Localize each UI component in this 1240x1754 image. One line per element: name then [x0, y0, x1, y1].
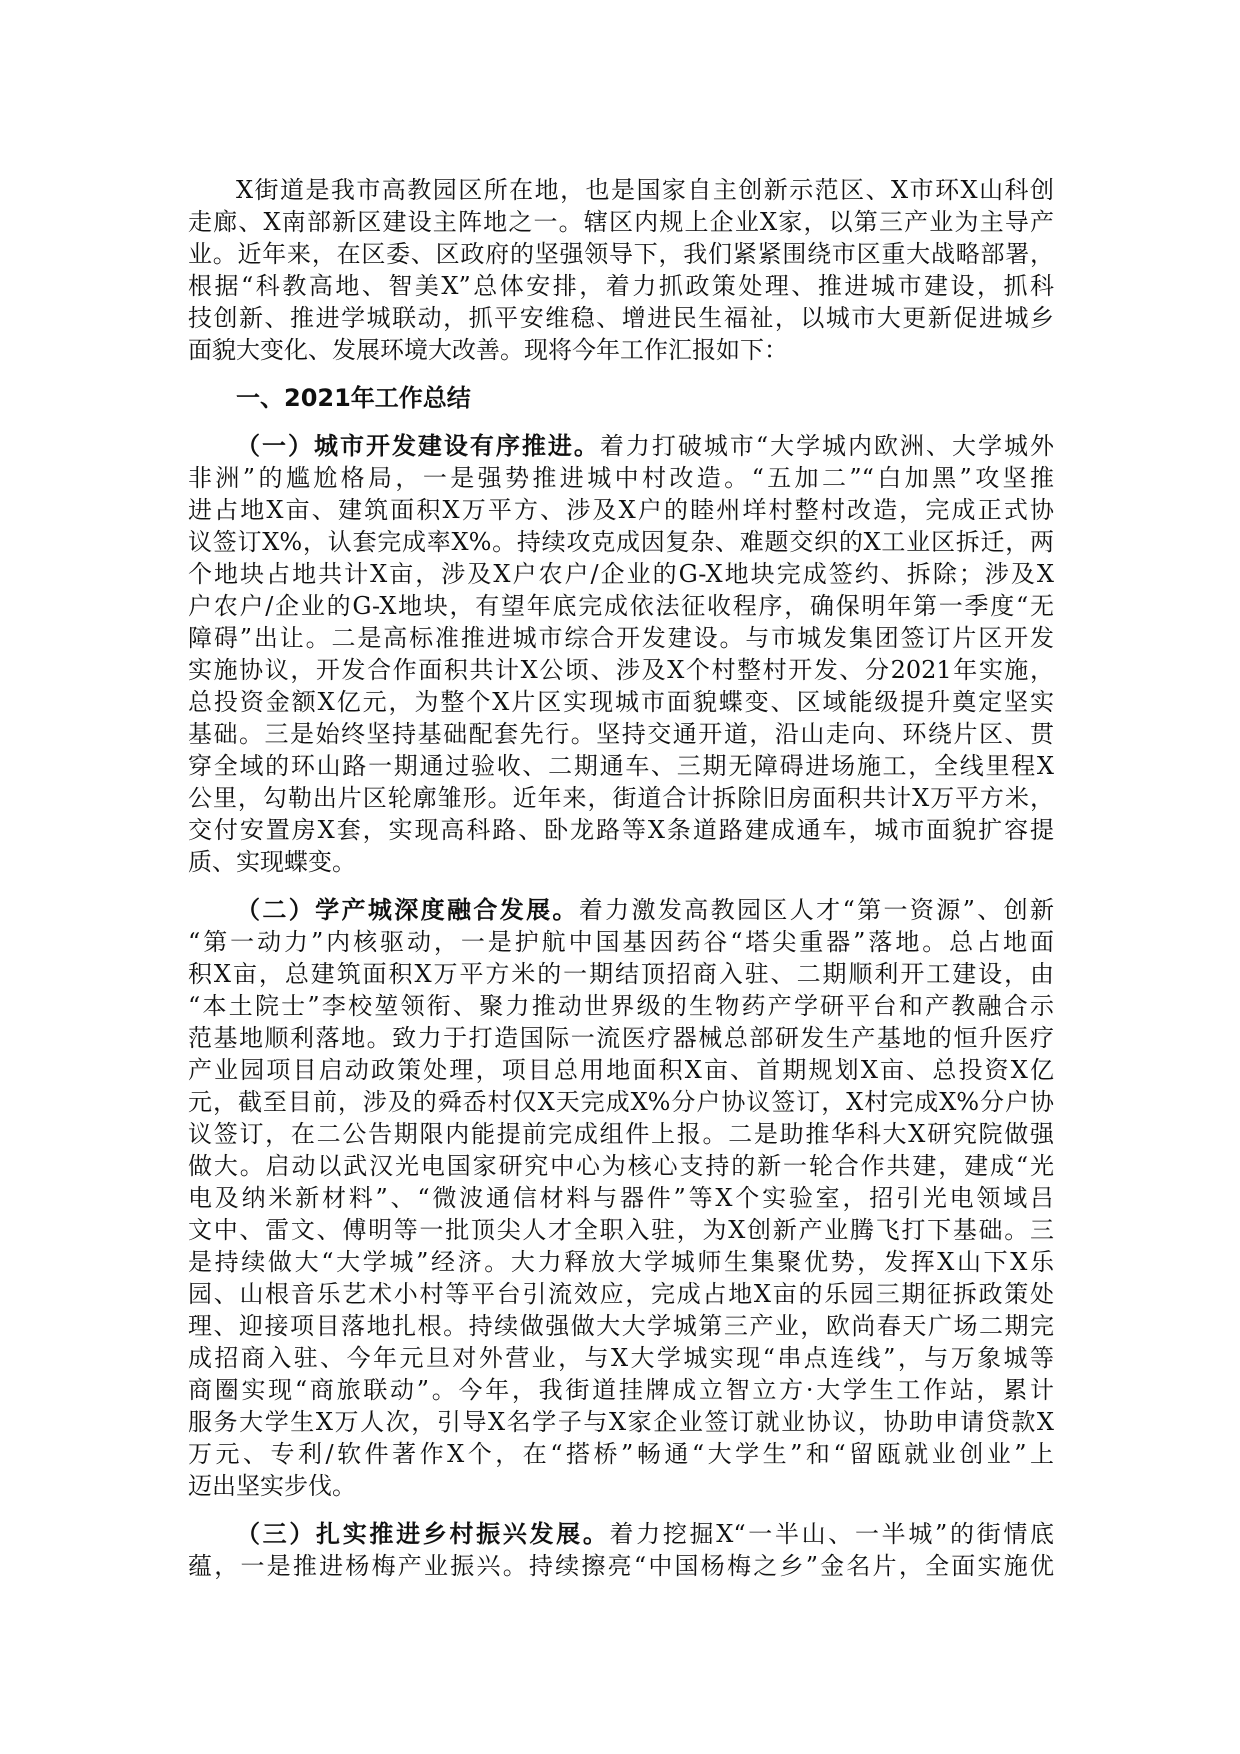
- section-title: （三）扎实推进乡村振兴发展。: [236, 1520, 610, 1548]
- text-line: 做大。启动以武汉光电国家研究中心为核心支持的新一轮合作共建，建成“光: [188, 1152, 1054, 1180]
- text-line: 议签订X%，认套完成率X%。持续攻克成因复杂、难题交织的X工业区拆迁，两: [188, 528, 1054, 556]
- text-line: 万元、专利/软件著作X个，在“搭桥”畅通“大学生”和“留瓯就业创业”上: [188, 1440, 1054, 1468]
- text-line: 蕴，一是推进杨梅产业振兴。持续擦亮“中国杨梅之乡”金名片，全面实施优: [188, 1552, 1054, 1580]
- text-line: 服务大学生X万人次，引导X名学子与X家企业签订就业协议，协助申请贷款X: [188, 1408, 1054, 1436]
- text-line: 商圈实现“商旅联动”。今年，我街道挂牌成立智立方·大学生工作站，累计: [188, 1376, 1054, 1404]
- text-line: 业。近年来，在区委、区政府的坚强领导下，我们紧紧围绕市区重大战略部署，: [188, 240, 1054, 268]
- text-line: 产业园项目启动政策处理，项目总用地面积X亩、首期规划X亩、总投资X亿: [188, 1056, 1054, 1084]
- text-line: 成招商入驻、今年元旦对外营业，与X大学城实现“串点连线”，与万象城等: [188, 1344, 1054, 1372]
- text-line: 走廊、X南部新区建设主阵地之一。辖区内规上企业X家，以第三产业为主导产: [188, 208, 1054, 236]
- text-line: 障碍”出让。二是高标准推进城市综合开发建设。与市城发集团签订片区开发: [188, 624, 1054, 652]
- text-line: “本土院士”李校堃领衔、聚力推动世界级的生物药产学研平台和产教融合示: [188, 992, 1054, 1020]
- text-line: 个地块占地共计X亩，涉及X户农户/企业的G-X地块完成签约、拆除；涉及X: [188, 560, 1054, 588]
- text-line: X街道是我市高教园区所在地，也是国家自主创新示范区、X市环X山科创: [236, 176, 1054, 204]
- section-heading: 一、2021年工作总结: [236, 384, 471, 412]
- text-line: 迈出坚实步伐。: [188, 1472, 356, 1500]
- section-paragraph: [188, 894, 1054, 1502]
- text-line: 穿全域的环山路一期通过验收、二期通车、三期无障碍进场施工，全线里程X: [188, 752, 1054, 780]
- text-line: 理、迎接项目落地扎根。持续做强做大大学城第三产业，欧尚春天广场二期完: [188, 1312, 1054, 1340]
- section-title: （二）学产城深度融合发展。: [236, 896, 579, 924]
- text-line: 积X亩，总建筑面积X万平方米的一期结顶招商入驻、二期顺利开工建设，由: [188, 960, 1054, 988]
- text-line: 总投资金额X亿元，为整个X片区实现城市面貌蝶变、区域能级提升奠定坚实: [188, 688, 1054, 716]
- text-line: 户农户/企业的G-X地块，有望年底完成依法征收程序，确保明年第一季度“无: [188, 592, 1054, 620]
- document-page: [188, 174, 1054, 1598]
- text-line: 交付安置房X套，实现高科路、卧龙路等X条道路建成通车，城市面貌扩容提: [188, 816, 1054, 844]
- text-line: 根据“科教高地、智美X”总体安排，着力抓政策处理、推进城市建设，抓科: [188, 272, 1054, 300]
- text-line: 电及纳米新材料”、“微波通信材料与器件”等X个实验室，招引光电领域吕: [188, 1184, 1054, 1212]
- text-line: [188, 894, 1054, 926]
- section-paragraph: [188, 430, 1054, 878]
- section-title: （一）城市开发建设有序推进。: [236, 432, 600, 460]
- text-line: 园、山根音乐艺术小村等平台引流效应，完成占地X亩的乐园三期征拆政策处: [188, 1280, 1054, 1308]
- section-text: 着力激发高教园区人才“第一资源”、创新: [578, 896, 1054, 924]
- text-line: 技创新、推进学城联动，抓平安维稳、增进民生福祉，以城市大更新促进城乡: [188, 304, 1054, 332]
- text-line: “第一动力”内核驱动，一是护航中国基因药谷“塔尖重器”落地。总占地面: [188, 928, 1054, 956]
- text-line: 文中、雷文、傅明等一批顶尖人才全职入驻，为X创新产业腾飞打下基础。三: [188, 1216, 1054, 1244]
- text-line: 质、实现蝶变。: [188, 848, 356, 876]
- text-line: 进占地X亩、建筑面积X万平方、涉及X户的睦州垟村整村改造，完成正式协: [188, 496, 1054, 524]
- section-paragraph: [188, 1518, 1054, 1582]
- text-line: 基础。三是始终坚持基础配套先行。坚持交通开道，沿山走向、环绕片区、贯: [188, 720, 1054, 748]
- text-line: 公里，勾勒出片区轮廓雏形。近年来，街道合计拆除旧房面积共计X万平方米，: [188, 784, 1054, 812]
- text-line: 非洲”的尴尬格局，一是强势推进城中村改造。“五加二”“白加黑”攻坚推: [188, 464, 1054, 492]
- text-line: 是持续做大“大学城”经济。大力释放大学城师生集聚优势，发挥X山下X乐: [188, 1248, 1054, 1276]
- text-line: [188, 1518, 1054, 1550]
- text-line: 面貌大变化、发展环境大改善。现将今年工作汇报如下：: [188, 336, 788, 364]
- text-line: [188, 430, 1054, 462]
- text-line: 范基地顺利落地。致力于打造国际一流医疗器械总部研发生产基地的恒升医疗: [188, 1024, 1054, 1052]
- section-text: 着力挖掘X“一半山、一半城”的街情底: [609, 1520, 1054, 1548]
- text-line: 议签订，在二公告期限内能提前完成组件上报。二是助推华科大X研究院做强: [188, 1120, 1054, 1148]
- intro-paragraph: [188, 174, 1054, 366]
- text-line: 实施协议，开发合作面积共计X公顷、涉及X个村整村开发、分2021年实施，: [188, 656, 1054, 684]
- text-line: 元，截至目前，涉及的舜岙村仅X天完成X%分户协议签订，X村完成X%分户协: [188, 1088, 1054, 1116]
- section-text: 着力打破城市“大学城内欧洲、大学城外: [599, 432, 1054, 460]
